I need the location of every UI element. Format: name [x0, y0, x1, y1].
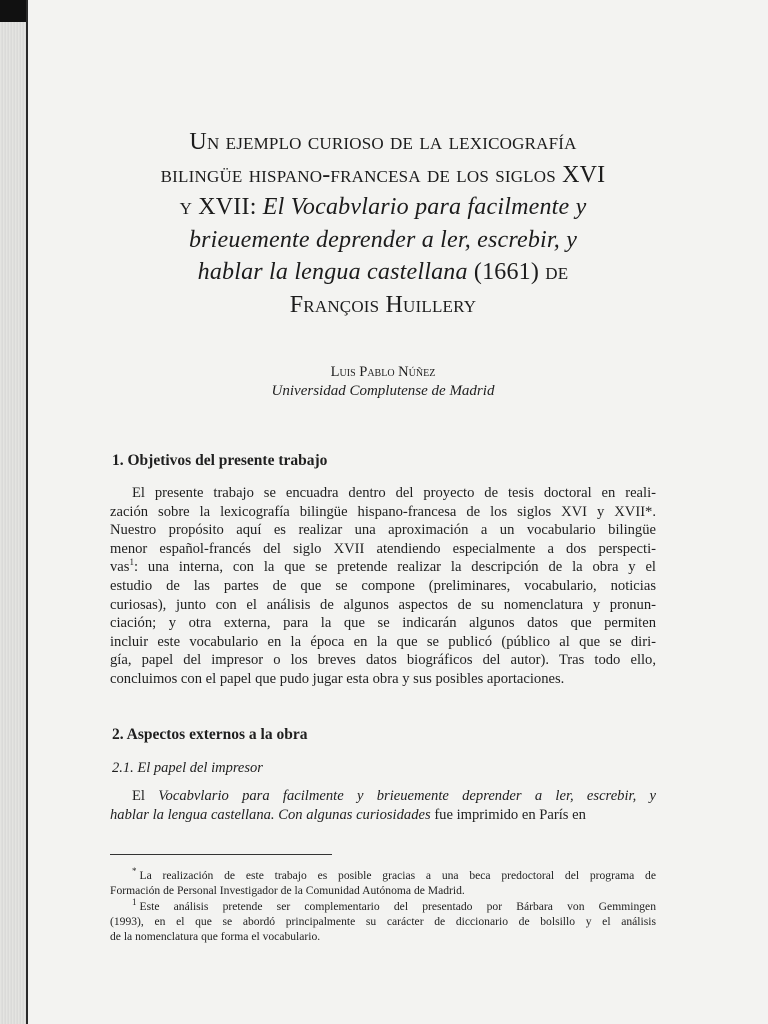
- section-2-1-paragraph: [110, 787, 656, 824]
- paragraph-line: estudio de las partes de que se compone (preliminares, vocabulario, noticias: [110, 577, 656, 594]
- title-line-6: François Huillery: [289, 291, 477, 318]
- paragraph-line: ciación; y otra externa, para la que se indicarán algunos datos que permiten: [110, 615, 656, 632]
- article-title: [110, 126, 656, 322]
- paragraph-line: hablar la lengua castellana. Con algunas curiosidades fue imprimido en París en: [110, 806, 586, 823]
- section-2-1-subheading: 2.1. El papel del impresor: [112, 760, 263, 776]
- paper-page: [110, 0, 656, 1024]
- paragraph-line: zación sobre la lexicografía bilingüe hispano-francesa de los siglos XVI y XVII*.: [110, 503, 656, 520]
- title-line-2: bilingüe hispano-francesa de los siglos XVI: [160, 161, 606, 188]
- author-name: Luis Pablo Núñez: [330, 364, 436, 380]
- footnote-star: [110, 868, 656, 898]
- footnote-line: Formación de Personal Investigador de la Comunidad Autónoma de Madrid.: [110, 884, 465, 898]
- footnote-mark: 1: [132, 897, 137, 908]
- footnote-ref-1[interactable]: 1: [129, 557, 134, 568]
- paragraph-line: El presente trabajo se encuadra dentro del proyecto de tesis doctoral en reali-: [132, 485, 656, 501]
- author-affiliation: Universidad Complutense de Madrid: [271, 383, 495, 399]
- scan-edge: [0, 0, 28, 1024]
- paragraph-line: gía, papel del impresor o los breves datos biográficos del autor). Tras todo ello,: [110, 652, 656, 669]
- title-line-1: Un ejemplo curioso de la lexicografía: [189, 129, 577, 155]
- paragraph-line: Nuestro propósito aquí es realizar una aproximación a un vocabulario bilingüe: [110, 522, 656, 539]
- paragraph-line: menor español-francés del siglo XVII atendiendo especialmente a dos perspecti-: [110, 540, 656, 557]
- title-line-5: hablar la lengua castellana (1661) de: [197, 259, 569, 286]
- title-line-3: y XVII: El Vocabvlario para facilmente y: [179, 194, 587, 221]
- paragraph-line: incluir este vocabulario en la época en la que se publicó (público al que se diri-: [110, 633, 656, 650]
- footnote-line: * La realización de este trabajo es posible gracias a una beca predoctoral del programa de: [132, 866, 656, 882]
- paragraph-line: curiosas), junto con el análisis de algunos aspectos de su nomenclatura y pronun-: [110, 596, 656, 613]
- footnote-rule: [110, 854, 332, 855]
- footnote-line: $^1$ Este análisis pretende ser complementario del presentado por Bárbara von Gemmingen: [132, 897, 656, 913]
- paragraph-line: concluimos con el papel que pudo jugar esta obra y sus posibles aportaciones.: [110, 670, 565, 687]
- footnote-line: (1993), en el que se abordó principalmente su carácter de diccionario de bolsillo y el análisis: [110, 915, 656, 929]
- paragraph-line: vas$^1$: una interna, con la que se pretende realizar la descripción de la obra y el: [110, 557, 656, 576]
- footnote-mark: *: [132, 866, 137, 877]
- footnote-1: [110, 899, 656, 945]
- section-2-heading: 2. Aspectos externos a la obra: [112, 726, 308, 743]
- footnote-line: de la nomenclatura que forma el vocabulario.: [110, 930, 321, 944]
- title-line-4: brieuemente deprender a ler, escrebir, y: [188, 226, 578, 253]
- paragraph-line: El Vocabvlario para facilmente y brieuemente deprender a ler, escrebir, y: [132, 788, 656, 804]
- section-1-paragraph: [110, 484, 656, 689]
- section-1-heading: 1. Objetivos del presente trabajo: [112, 452, 328, 469]
